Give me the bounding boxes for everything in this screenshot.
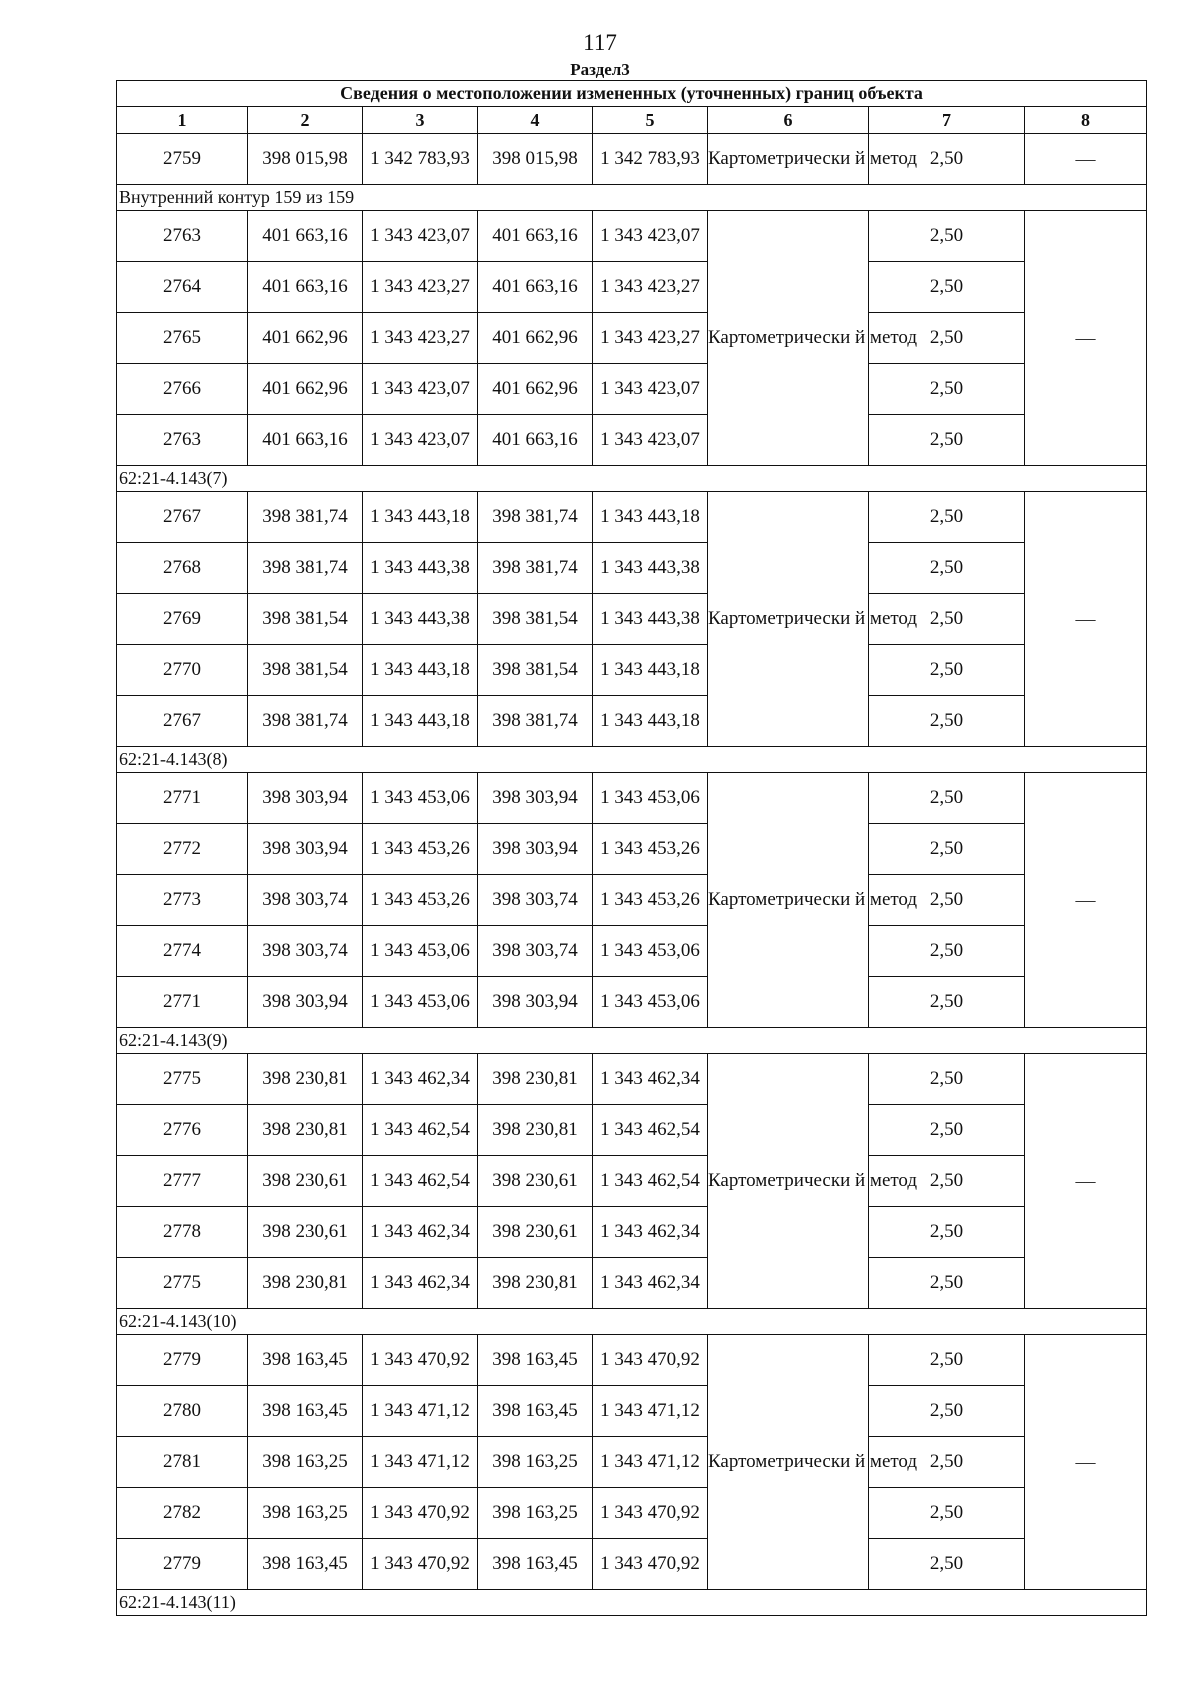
accuracy-cell: 2,50 (869, 977, 1025, 1028)
coordinate-cell: 398 230,81 (478, 1258, 593, 1309)
coordinate-cell: 398 381,74 (248, 543, 363, 594)
accuracy-cell: 2,50 (869, 1488, 1025, 1539)
contour-label: Внутренний контур 159 из 159 (117, 185, 1147, 211)
coordinate-cell: 1 343 453,06 (363, 926, 478, 977)
table-row (117, 262, 1147, 313)
coordinate-cell: 1 343 462,54 (363, 1156, 478, 1207)
contour-label: 62:21-4.143(9) (117, 1028, 1147, 1054)
coordinate-cell: 1 343 462,54 (593, 1105, 708, 1156)
point-number-cell: 2779 (117, 1335, 248, 1386)
coordinate-cell: 1 343 470,92 (593, 1335, 708, 1386)
table-row (117, 645, 1147, 696)
coordinate-cell: 1 343 471,12 (363, 1386, 478, 1437)
method-cell: Картометрически й метод (708, 773, 869, 1028)
note-cell: — (1025, 773, 1147, 1028)
note-cell: — (1025, 211, 1147, 466)
accuracy-cell: 2,50 (869, 594, 1025, 645)
coordinate-cell: 1 343 443,38 (593, 543, 708, 594)
column-number: 6 (708, 107, 869, 134)
coordinate-cell: 1 343 423,07 (363, 211, 478, 262)
table-row (117, 1258, 1147, 1309)
coordinate-cell: 1 343 470,92 (363, 1335, 478, 1386)
coordinate-cell: 1 343 453,06 (593, 773, 708, 824)
point-number-cell: 2773 (117, 875, 248, 926)
note-cell: — (1025, 492, 1147, 747)
accuracy-cell: 2,50 (869, 926, 1025, 977)
coordinate-cell: 1 343 423,07 (363, 415, 478, 466)
coordinate-cell: 398 230,81 (248, 1105, 363, 1156)
coordinate-cell: 398 381,74 (248, 696, 363, 747)
point-number-cell: 2778 (117, 1207, 248, 1258)
coordinate-cell: 1 343 423,07 (593, 211, 708, 262)
point-number-cell: 2767 (117, 696, 248, 747)
note-cell: — (1025, 1335, 1147, 1590)
table-row (117, 696, 1147, 747)
coordinate-cell: 1 342 783,93 (363, 134, 478, 185)
coordinate-cell: 1 343 423,07 (363, 364, 478, 415)
accuracy-cell: 2,50 (869, 1386, 1025, 1437)
coordinate-cell: 1 343 453,06 (363, 977, 478, 1028)
point-number-cell: 2763 (117, 415, 248, 466)
coordinate-cell: 398 230,61 (248, 1156, 363, 1207)
coordinate-cell: 1 343 443,18 (593, 645, 708, 696)
coordinate-cell: 401 663,16 (248, 415, 363, 466)
accuracy-cell: 2,50 (869, 1437, 1025, 1488)
coordinate-cell: 1 343 471,12 (363, 1437, 478, 1488)
column-number: 7 (869, 107, 1025, 134)
coordinate-cell: 1 343 453,06 (593, 977, 708, 1028)
coordinate-cell: 1 343 453,26 (363, 875, 478, 926)
point-number-cell: 2765 (117, 313, 248, 364)
table-row (117, 875, 1147, 926)
table-row (117, 1488, 1147, 1539)
coordinate-cell: 401 662,96 (248, 313, 363, 364)
coordinate-cell: 1 343 443,18 (593, 492, 708, 543)
accuracy-cell: 2,50 (869, 211, 1025, 262)
coordinate-cell: 1 343 471,12 (593, 1386, 708, 1437)
coordinate-cell: 398 230,81 (478, 1105, 593, 1156)
point-number-cell: 2759 (117, 134, 248, 185)
coordinate-cell: 1 343 462,34 (593, 1258, 708, 1309)
contour-label-row (117, 185, 1147, 211)
note-cell: — (1025, 1054, 1147, 1309)
table-row (117, 1105, 1147, 1156)
table-row (117, 977, 1147, 1028)
point-number-cell: 2772 (117, 824, 248, 875)
coordinate-cell: 1 343 462,54 (363, 1105, 478, 1156)
coordinate-cell: 1 343 462,34 (363, 1054, 478, 1105)
coordinate-cell: 1 343 470,92 (593, 1539, 708, 1590)
note-cell: — (1025, 134, 1147, 185)
section-heading: Раздел3 (570, 60, 630, 79)
accuracy-cell: 2,50 (869, 492, 1025, 543)
method-cell: Картометрически й метод (708, 134, 869, 185)
coordinate-cell: 1 343 423,27 (593, 313, 708, 364)
table-row (117, 313, 1147, 364)
coordinate-cell: 398 303,74 (248, 926, 363, 977)
coordinate-cell: 1 343 443,18 (363, 696, 478, 747)
accuracy-cell: 2,50 (869, 262, 1025, 313)
accuracy-cell: 2,50 (869, 134, 1025, 185)
table-row (117, 824, 1147, 875)
column-number-row (117, 107, 1147, 134)
method-cell: Картометрически й метод (708, 1335, 869, 1590)
coordinate-cell: 1 343 470,92 (363, 1539, 478, 1590)
coordinate-cell: 398 303,94 (248, 824, 363, 875)
column-number: 3 (363, 107, 478, 134)
point-number-cell: 2768 (117, 543, 248, 594)
coordinate-cell: 398 303,74 (478, 875, 593, 926)
column-number: 2 (248, 107, 363, 134)
coordinate-cell: 1 343 423,27 (363, 313, 478, 364)
coordinate-cell: 1 343 423,07 (593, 415, 708, 466)
table-row (117, 1207, 1147, 1258)
coordinate-cell: 401 663,16 (478, 415, 593, 466)
contour-label-row (117, 1309, 1147, 1335)
accuracy-cell: 2,50 (869, 1105, 1025, 1156)
accuracy-cell: 2,50 (869, 1207, 1025, 1258)
coordinate-cell: 398 230,61 (478, 1156, 593, 1207)
point-number-cell: 2781 (117, 1437, 248, 1488)
coordinate-cell: 1 343 453,26 (593, 875, 708, 926)
coordinate-cell: 1 343 443,38 (363, 543, 478, 594)
point-number-cell: 2767 (117, 492, 248, 543)
table-row (117, 543, 1147, 594)
coordinate-cell: 1 343 443,18 (363, 645, 478, 696)
column-number: 5 (593, 107, 708, 134)
coordinate-cell: 1 343 462,34 (593, 1054, 708, 1105)
coordinate-cell: 1 343 462,54 (593, 1156, 708, 1207)
coordinate-cell: 1 343 443,18 (363, 492, 478, 543)
coordinate-cell: 398 381,54 (478, 645, 593, 696)
contour-label-row (117, 1590, 1147, 1616)
contour-label: 62:21-4.143(7) (117, 466, 1147, 492)
coordinate-cell: 1 343 471,12 (593, 1437, 708, 1488)
coordinate-cell: 398 163,45 (248, 1335, 363, 1386)
table-title: Сведения о местоположении измененных (уточненных) границ объекта (117, 81, 1147, 107)
coordinate-cell: 398 163,45 (478, 1386, 593, 1437)
table-row (117, 211, 1147, 262)
table-row (117, 1386, 1147, 1437)
coordinate-cell: 398 303,74 (478, 926, 593, 977)
coordinate-cell: 398 381,74 (248, 492, 363, 543)
coordinate-cell: 398 230,81 (248, 1054, 363, 1105)
table-row (117, 134, 1147, 185)
point-number-cell: 2769 (117, 594, 248, 645)
point-number-cell: 2775 (117, 1258, 248, 1309)
point-number-cell: 2776 (117, 1105, 248, 1156)
coordinate-cell: 401 663,16 (248, 211, 363, 262)
coordinate-cell: 401 663,16 (478, 211, 593, 262)
accuracy-cell: 2,50 (869, 364, 1025, 415)
table-row (117, 1437, 1147, 1488)
coordinate-cell: 1 343 423,27 (593, 262, 708, 313)
coordinate-cell: 1 343 453,06 (363, 773, 478, 824)
accuracy-cell: 2,50 (869, 313, 1025, 364)
table-row (117, 594, 1147, 645)
coordinate-cell: 1 343 443,38 (593, 594, 708, 645)
point-number-cell: 2780 (117, 1386, 248, 1437)
table-row (117, 1539, 1147, 1590)
boundary-coordinates-table (116, 80, 1147, 1616)
method-cell: Картометрически й метод (708, 492, 869, 747)
coordinate-cell: 401 662,96 (248, 364, 363, 415)
point-number-cell: 2775 (117, 1054, 248, 1105)
coordinate-cell: 401 662,96 (478, 313, 593, 364)
coordinate-cell: 1 343 423,07 (593, 364, 708, 415)
accuracy-cell: 2,50 (869, 875, 1025, 926)
accuracy-cell: 2,50 (869, 773, 1025, 824)
table-row (117, 926, 1147, 977)
coordinate-cell: 398 230,81 (248, 1258, 363, 1309)
coordinate-cell: 398 303,94 (248, 773, 363, 824)
accuracy-cell: 2,50 (869, 415, 1025, 466)
accuracy-cell: 2,50 (869, 1156, 1025, 1207)
coordinate-cell: 1 343 470,92 (363, 1488, 478, 1539)
accuracy-cell: 2,50 (869, 1539, 1025, 1590)
table-row (117, 1054, 1147, 1105)
method-cell: Картометрически й метод (708, 211, 869, 466)
contour-label-row (117, 466, 1147, 492)
coordinate-cell: 398 230,61 (248, 1207, 363, 1258)
accuracy-cell: 2,50 (869, 824, 1025, 875)
point-number-cell: 2782 (117, 1488, 248, 1539)
coordinate-cell: 398 163,45 (478, 1335, 593, 1386)
table-row (117, 492, 1147, 543)
accuracy-cell: 2,50 (869, 1335, 1025, 1386)
contour-label: 62:21-4.143(11) (117, 1590, 1147, 1616)
accuracy-cell: 2,50 (869, 696, 1025, 747)
coordinate-cell: 1 343 443,38 (363, 594, 478, 645)
point-number-cell: 2764 (117, 262, 248, 313)
coordinate-cell: 398 163,25 (478, 1488, 593, 1539)
method-cell: Картометрически й метод (708, 1054, 869, 1309)
point-number-cell: 2771 (117, 773, 248, 824)
coordinate-cell: 398 163,45 (248, 1386, 363, 1437)
contour-label: 62:21-4.143(10) (117, 1309, 1147, 1335)
coordinate-cell: 398 303,94 (478, 977, 593, 1028)
coordinate-cell: 1 343 453,26 (363, 824, 478, 875)
coordinate-cell: 398 381,74 (478, 492, 593, 543)
table-row (117, 415, 1147, 466)
coordinate-cell: 1 342 783,93 (593, 134, 708, 185)
point-number-cell: 2770 (117, 645, 248, 696)
coordinate-cell: 398 015,98 (248, 134, 363, 185)
coordinate-cell: 398 381,54 (248, 645, 363, 696)
coordinate-cell: 1 343 453,06 (593, 926, 708, 977)
coordinate-cell: 401 663,16 (478, 262, 593, 313)
page-number: 117 (583, 30, 617, 55)
table-row (117, 773, 1147, 824)
point-number-cell: 2766 (117, 364, 248, 415)
coordinate-cell: 398 381,54 (248, 594, 363, 645)
coordinate-cell: 398 303,74 (248, 875, 363, 926)
table-row (117, 1335, 1147, 1386)
coordinate-cell: 1 343 423,27 (363, 262, 478, 313)
table-row (117, 1156, 1147, 1207)
coordinate-cell: 398 230,61 (478, 1207, 593, 1258)
table-row (117, 364, 1147, 415)
accuracy-cell: 2,50 (869, 645, 1025, 696)
coordinate-cell: 398 163,25 (248, 1437, 363, 1488)
accuracy-cell: 2,50 (869, 543, 1025, 594)
contour-label-row (117, 1028, 1147, 1054)
coordinate-cell: 398 163,25 (478, 1437, 593, 1488)
coordinate-cell: 1 343 470,92 (593, 1488, 708, 1539)
coordinate-cell: 398 303,94 (478, 824, 593, 875)
coordinate-cell: 398 303,94 (478, 773, 593, 824)
coordinate-cell: 1 343 462,34 (363, 1207, 478, 1258)
point-number-cell: 2777 (117, 1156, 248, 1207)
coordinate-cell: 398 163,45 (248, 1539, 363, 1590)
coordinate-cell: 398 163,25 (248, 1488, 363, 1539)
coordinate-cell: 398 381,54 (478, 594, 593, 645)
point-number-cell: 2779 (117, 1539, 248, 1590)
contour-label-row (117, 747, 1147, 773)
point-number-cell: 2771 (117, 977, 248, 1028)
column-number: 4 (478, 107, 593, 134)
coordinate-cell: 398 381,74 (478, 543, 593, 594)
column-number: 1 (117, 107, 248, 134)
coordinate-cell: 398 015,98 (478, 134, 593, 185)
point-number-cell: 2774 (117, 926, 248, 977)
point-number-cell: 2763 (117, 211, 248, 262)
coordinate-cell: 401 662,96 (478, 364, 593, 415)
coordinate-cell: 1 343 462,34 (593, 1207, 708, 1258)
accuracy-cell: 2,50 (869, 1258, 1025, 1309)
coordinate-cell: 1 343 453,26 (593, 824, 708, 875)
coordinate-cell: 398 381,74 (478, 696, 593, 747)
coordinate-cell: 398 230,81 (478, 1054, 593, 1105)
coordinate-cell: 398 303,94 (248, 977, 363, 1028)
coordinate-cell: 398 163,45 (478, 1539, 593, 1590)
coordinate-cell: 1 343 443,18 (593, 696, 708, 747)
column-number: 8 (1025, 107, 1147, 134)
coordinate-cell: 401 663,16 (248, 262, 363, 313)
contour-label: 62:21-4.143(8) (117, 747, 1147, 773)
accuracy-cell: 2,50 (869, 1054, 1025, 1105)
coordinate-cell: 1 343 462,34 (363, 1258, 478, 1309)
